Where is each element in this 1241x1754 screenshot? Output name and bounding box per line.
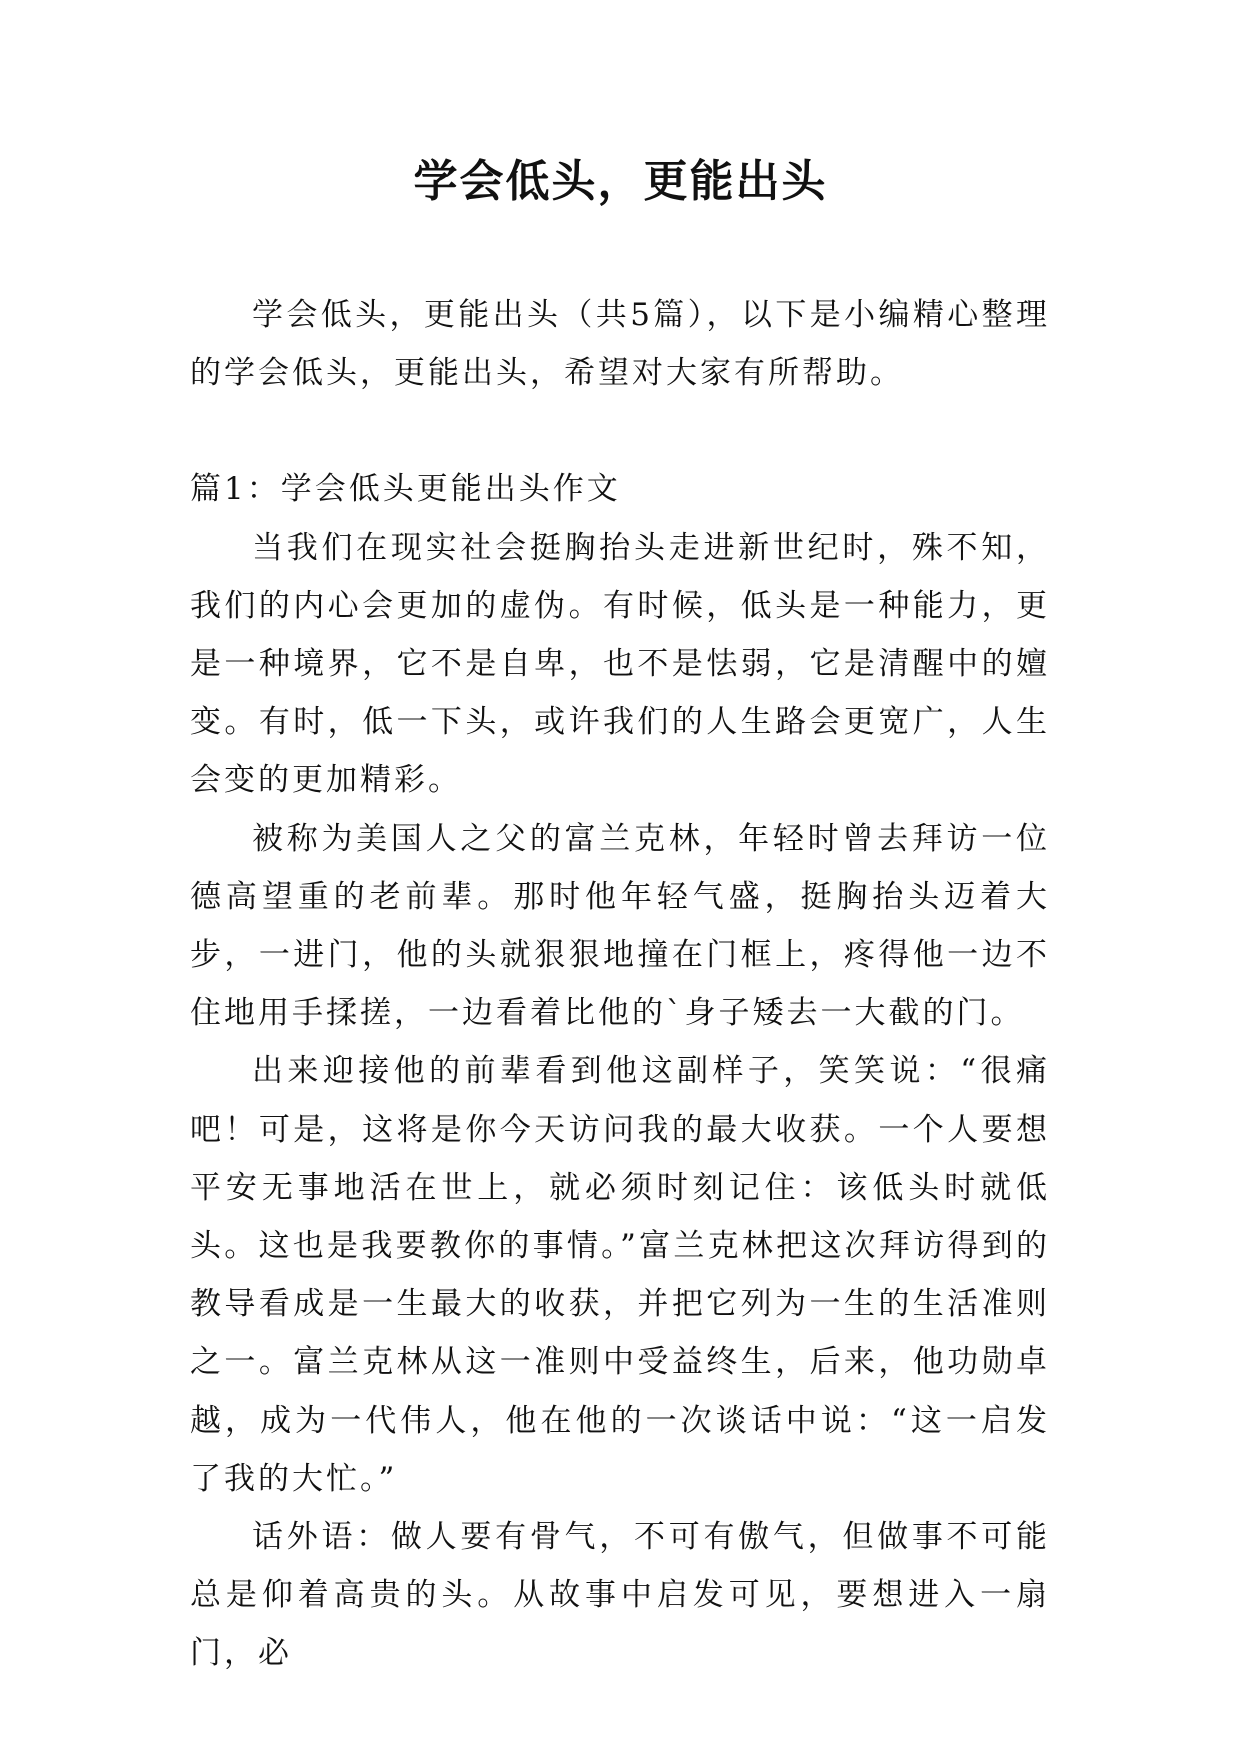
body-paragraph-2: 被称为美国人之父的富兰克林，年轻时曾去拜访一位德高望重的老前辈。那时他年轻气盛，挺胸抬头迈着大步，一进门，他的头就狠狠地撞在门框上，疼得他一边不住地用手揉搓，一边看着比他的`身子矮去一大截的门。 <box>190 820 1050 1032</box>
paragraph-gap <box>190 402 1050 460</box>
body-paragraph-3: 出来迎接他的前辈看到他这副样子，笑笑说：“很痛吧！可是，这将是你今天访问我的最大收获。一个人要想平安无事地活在世上，就必须时刻记住：该低头时就低头。这也是我要教你的事情。”富兰克林把这次拜访得到的教导看成是一生最大的收获，并把它列为一生的生活准则之一。富兰克林从这一准则中受益终生，后来，他功勋卓越，成为一代伟人，他在他的一次谈话中说：“这一启发了我的大忙。” <box>190 1053 1050 1497</box>
document-title: 学会低头，更能出头 <box>413 156 828 207</box>
document-body <box>190 286 1050 1683</box>
body-paragraph-1: 当我们在现实社会挺胸抬头走进新世纪时，殊不知，我们的内心会更加的虚伪。有时候，低头是一种能力，更是一种境界，它不是自卑，也不是怯弱，它是清醒中的嬗变。有时，低一下头，或许我们的人生路会更宽广，人生会变的更加精彩。 <box>190 529 1050 799</box>
intro-paragraph: 学会低头，更能出头（共5篇），以下是小编精心整理的学会低头，更能出头，希望对大家有所帮助。 <box>190 297 1050 392</box>
body-paragraph-4: 话外语：做人要有骨气，不可有傲气，但做事不可能总是仰着高贵的头。从故事中启发可见，要想进入一扇门，必 <box>190 1519 1050 1672</box>
section-heading: 篇1：学会低头更能出头作文 <box>190 471 621 508</box>
